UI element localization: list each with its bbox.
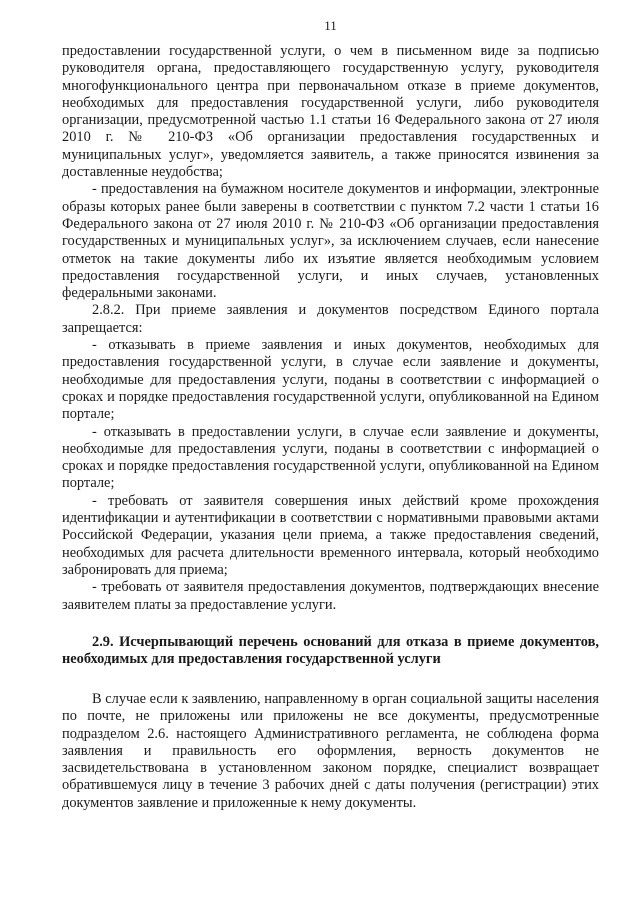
body-text-bottom	[62, 691, 599, 812]
page-number: 11	[324, 18, 337, 33]
document-page	[62, 0, 599, 905]
paragraph-continuation: предоставлении государственной услуги, о чем в письменном виде за подписью руководителя органа, предоставляющего государственную услугу, руководителя многофункционального центра при первоначальном отказе в приеме документов, необходимых для предоставления государственной услуги, либо руководителя организации, предусмотренной частью 1.1 статьи 16 Федерального закона от 27 июля 2010 г. № 210-ФЗ «Об организации предоставления государственных и муниципальных услуг», уведомляется заявитель, а также приносятся извинения за доставленные неудобства;	[62, 43, 599, 181]
body-text-top	[62, 43, 599, 614]
paragraph-return-documents: В случае если к заявлению, направленному в орган социальной защиты населения по почте, не приложены или приложены не все документы, предусмотренные подразделом 2.6. настоящего Административного регламента, не соблюдена форма заявления и правильность его оформления, верность документов не засвидетельствована в установленном законом порядке, специалист возвращает обратившемуся лицу в течение 3 рабочих дней с даты получения (регистрации) этих документов заявление и приложенные к нему документы.	[62, 691, 599, 811]
list-item-refuse-service: - отказывать в предоставлении услуги, в случае если заявление и документы, необходимые для предоставления услуги, поданы в соответствии с информацией о сроках и порядке предоставления государственной услуги, опубликованной на Едином портале;	[62, 423, 599, 492]
list-item-require-actions: - требовать от заявителя совершения иных действий кроме прохождения идентификации и аутентификации в соответствии с нормативными правовыми актами Российской Федерации, указания цели приема, а также предоставления сведений, необходимых для расчета длительности временного интервала, который необходимо забронировать для приема;	[62, 492, 599, 578]
list-item-require-payment-docs: - требовать от заявителя предоставления документов, подтверждающих внесение заявителем платы за предоставление услуги.	[62, 579, 599, 613]
paragraph-paper-documents: - предоставления на бумажном носителе документов и информации, электронные образы которых ранее были заверены в соответствии с пунктом 7.2 части 1 статьи 16 Федерального закона от 27 июля 2010 г. № 210-ФЗ «Об организации предоставления государственных и муниципальных услуг», за исключением случаев, если нанесение отметок на такие документы либо их изъятие является необходимым условием предоставления государственной услуги, и иных случаев, установленных федеральными законами.	[62, 181, 599, 302]
paragraph-2-8-2: 2.8.2. При приеме заявления и документов посредством Единого портала запрещается:	[62, 302, 599, 336]
list-item-refuse-acceptance: - отказывать в приеме заявления и иных документов, необходимых для предоставления государственной услуги, в случае если заявление и документы, необходимые для предоставления услуги, поданы в соответствии с информацией о сроках и порядке предоставления государственной услуги, опубликованной на Едином портале;	[62, 337, 599, 423]
section-heading-2-9: 2.9. Исчерпывающий перечень оснований для отказа в приеме документов, необходимых для предоставления государственной услуги	[62, 634, 599, 668]
